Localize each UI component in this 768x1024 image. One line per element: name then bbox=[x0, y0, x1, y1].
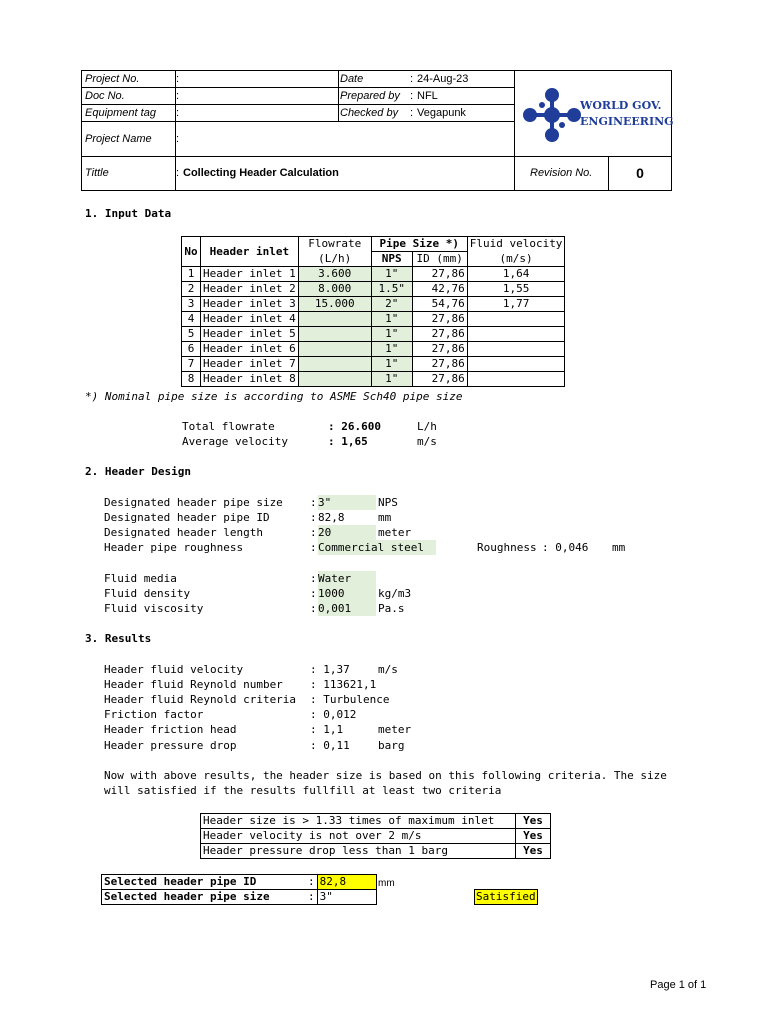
title-label: Tittle bbox=[85, 167, 109, 179]
row-flowrate: 8.000 bbox=[298, 282, 371, 297]
table-row bbox=[182, 297, 565, 312]
reynold-label: Header fluid Reynold number bbox=[104, 678, 283, 691]
row-nps: 2" bbox=[371, 297, 412, 312]
pdrop-value: 0,11 bbox=[323, 739, 350, 752]
colon: : bbox=[176, 167, 180, 179]
row-nps: 1" bbox=[371, 312, 412, 327]
row-velocity: 1,55 bbox=[467, 282, 565, 297]
row-nps: 1" bbox=[371, 342, 412, 357]
selected-id-unit: mm bbox=[378, 878, 395, 889]
row-no: 5 bbox=[182, 327, 201, 342]
row-velocity: 1,77 bbox=[467, 297, 565, 312]
velocity-label: Header fluid velocity bbox=[104, 663, 244, 676]
head-label: Header friction head bbox=[104, 723, 237, 736]
row-no: 8 bbox=[182, 372, 201, 387]
row-name: Header inlet 4 bbox=[201, 312, 299, 327]
row-name: Header inlet 1 bbox=[201, 267, 299, 282]
row-velocity bbox=[467, 327, 565, 342]
friction-label: Friction factor bbox=[104, 708, 204, 721]
revision-label: Revision No. bbox=[530, 167, 593, 179]
viscosity-value: 0,001 bbox=[318, 601, 376, 616]
row-no: 1 bbox=[182, 267, 201, 282]
roughness-extra-label: Roughness bbox=[477, 541, 537, 554]
viscosity-label: Fluid viscosity bbox=[104, 602, 204, 615]
section1-title: 1. Input Data bbox=[85, 207, 172, 220]
row-name: Header inlet 8 bbox=[201, 372, 299, 387]
row-id: 27,86 bbox=[412, 327, 467, 342]
table-row bbox=[182, 342, 565, 357]
head-value: 1,1 bbox=[323, 723, 344, 736]
row-name: Header inlet 5 bbox=[201, 327, 299, 342]
para-line1: Now with above results, the header size is based on this following criteria. The size bbox=[104, 769, 667, 782]
colon: : bbox=[176, 107, 180, 119]
total-flow-value: 26.600 bbox=[341, 420, 381, 433]
selected-size-label: Selected header pipe size bbox=[102, 890, 307, 905]
colon: : bbox=[176, 133, 180, 145]
total-flow-label: Total flowrate bbox=[182, 420, 275, 433]
logo-line2: ENGINEERING bbox=[580, 115, 674, 128]
selected-id-label: Selected header pipe ID bbox=[102, 875, 307, 890]
head-unit: meter bbox=[378, 723, 412, 736]
doc-no-label: Doc No. bbox=[85, 90, 125, 102]
colon: : bbox=[176, 90, 180, 102]
pdrop-label: Header pressure drop bbox=[104, 739, 237, 752]
row-no: 2 bbox=[182, 282, 201, 297]
col-nps: NPS bbox=[371, 252, 412, 267]
table-row bbox=[182, 372, 565, 387]
length-value: 20 bbox=[318, 525, 376, 540]
row-no: 4 bbox=[182, 312, 201, 327]
section3-title: 3. Results bbox=[85, 632, 152, 645]
length-unit: meter bbox=[378, 526, 412, 539]
row-nps: 1.5" bbox=[371, 282, 412, 297]
roughness-value: Commercial steel bbox=[318, 540, 436, 555]
row-id: 27,86 bbox=[412, 372, 467, 387]
density-label: Fluid density bbox=[104, 587, 191, 600]
criteria-label: Header fluid Reynold criteria bbox=[104, 693, 297, 706]
selected-table: Selected header pipe ID : 82,8 Selected header pipe size : 3" bbox=[101, 874, 377, 905]
document-header bbox=[81, 70, 672, 191]
row-flowrate bbox=[298, 342, 371, 357]
pipe-size-unit: NPS bbox=[378, 496, 398, 509]
criteria-result: Yes bbox=[516, 814, 551, 829]
col-flowrate-unit: (L/h) bbox=[298, 252, 371, 267]
criteria-text: Header velocity is not over 2 m/s bbox=[201, 829, 516, 844]
row-velocity bbox=[467, 342, 565, 357]
criteria-result: Yes bbox=[516, 844, 551, 859]
row-no: 6 bbox=[182, 342, 201, 357]
date-value: 24-Aug-23 bbox=[417, 73, 469, 85]
selected-id-value: 82,8 bbox=[317, 875, 376, 890]
table-row bbox=[182, 267, 565, 282]
date-label: Date bbox=[340, 73, 364, 85]
row-name: Header inlet 7 bbox=[201, 357, 299, 372]
roughness-extra-unit: mm bbox=[612, 541, 626, 554]
row-flowrate bbox=[298, 327, 371, 342]
col-velocity: Fluid velocity bbox=[467, 237, 565, 252]
row-flowrate bbox=[298, 372, 371, 387]
row-id: 27,86 bbox=[412, 267, 467, 282]
row-nps: 1" bbox=[371, 372, 412, 387]
row-id: 27,86 bbox=[412, 342, 467, 357]
logo-line1: WORLD GOV. bbox=[580, 99, 662, 112]
revision-value: 0 bbox=[636, 165, 644, 181]
table-row bbox=[182, 312, 565, 327]
checked-by-label: Checked by bbox=[340, 107, 399, 119]
col-header-inlet: Header inlet bbox=[201, 237, 299, 267]
row-velocity bbox=[467, 357, 565, 372]
criteria-text: Header pressure drop less than 1 barg bbox=[201, 844, 516, 859]
row-name: Header inlet 3 bbox=[201, 297, 299, 312]
col-id: ID (mm) bbox=[412, 252, 467, 267]
avg-vel-label: Average velocity bbox=[182, 435, 288, 448]
viscosity-unit: Pa.s bbox=[378, 602, 405, 615]
section2-title: 2. Header Design bbox=[85, 465, 191, 478]
row-id: 42,76 bbox=[412, 282, 467, 297]
length-label: Designated header length bbox=[104, 526, 263, 539]
pipe-id-value: 82,8 bbox=[318, 511, 345, 524]
molecule-logo-icon bbox=[522, 83, 582, 147]
footnote: *) Nominal pipe size is according to ASME Sch40 pipe size bbox=[85, 390, 463, 403]
density-value: 1000 bbox=[318, 586, 376, 601]
title-value: Collecting Header Calculation bbox=[183, 167, 339, 179]
row-velocity: 1,64 bbox=[467, 267, 565, 282]
avg-vel-value: 1,65 bbox=[341, 435, 368, 448]
table-row bbox=[182, 357, 565, 372]
project-no-label: Project No. bbox=[85, 73, 140, 85]
criteria-text: Header size is > 1.33 times of maximum inlet bbox=[201, 814, 516, 829]
row-id: 54,76 bbox=[412, 297, 467, 312]
status-badge: Satisfied bbox=[476, 890, 536, 903]
row-nps: 1" bbox=[371, 357, 412, 372]
row-name: Header inlet 2 bbox=[201, 282, 299, 297]
selected-size-value: 3" bbox=[317, 890, 376, 905]
row-nps: 1" bbox=[371, 327, 412, 342]
criteria-row bbox=[201, 814, 551, 829]
criteria-value: Turbulence bbox=[323, 693, 390, 706]
project-name-label: Project Name bbox=[85, 133, 152, 145]
criteria-row bbox=[201, 844, 551, 859]
row-flowrate bbox=[298, 357, 371, 372]
pipe-id-label: Designated header pipe ID bbox=[104, 511, 270, 524]
checked-by-value: Vegapunk bbox=[417, 107, 466, 119]
company-logo bbox=[522, 83, 674, 147]
prepared-by-label: Prepared by bbox=[340, 90, 400, 102]
prepared-by-value: NFL bbox=[417, 90, 438, 102]
row-id: 27,86 bbox=[412, 312, 467, 327]
pipe-size-label: Designated header pipe size bbox=[104, 496, 283, 509]
row-velocity bbox=[467, 312, 565, 327]
criteria-table bbox=[200, 813, 551, 859]
colon: : bbox=[176, 73, 180, 85]
criteria-row bbox=[201, 829, 551, 844]
roughness-extra-value: 0,046 bbox=[555, 541, 589, 554]
col-velocity-unit: (m/s) bbox=[467, 252, 565, 267]
velocity-value: 1,37 bbox=[323, 663, 350, 676]
density-unit: kg/m3 bbox=[378, 587, 412, 600]
table-row bbox=[182, 282, 565, 297]
row-name: Header inlet 6 bbox=[201, 342, 299, 357]
friction-value: 0,012 bbox=[323, 708, 357, 721]
page-number: Page 1 of 1 bbox=[650, 979, 707, 991]
row-flowrate bbox=[298, 312, 371, 327]
pdrop-unit: barg bbox=[378, 739, 405, 752]
row-id: 27,86 bbox=[412, 357, 467, 372]
media-label: Fluid media bbox=[104, 572, 177, 585]
criteria-result: Yes bbox=[516, 829, 551, 844]
equipment-tag-label: Equipment tag bbox=[85, 107, 156, 119]
col-pipe-size: Pipe Size *) bbox=[371, 237, 467, 252]
row-nps: 1" bbox=[371, 267, 412, 282]
reynold-value: 113621,1 bbox=[323, 678, 377, 691]
col-flowrate: Flowrate bbox=[298, 237, 371, 252]
colon: : bbox=[410, 90, 414, 102]
row-no: 3 bbox=[182, 297, 201, 312]
col-no: No bbox=[182, 237, 201, 267]
roughness-label: Header pipe roughness bbox=[104, 541, 244, 554]
pipe-id-unit: mm bbox=[378, 511, 392, 524]
colon: : bbox=[410, 73, 414, 85]
row-velocity bbox=[467, 372, 565, 387]
colon: : bbox=[410, 107, 414, 119]
media-value: Water bbox=[318, 571, 376, 586]
total-flow-unit: L/h bbox=[417, 420, 437, 433]
para-line2: will satisfied if the results fullfill at least two criteria bbox=[104, 784, 502, 797]
pipe-size-value: 3" bbox=[318, 495, 376, 510]
avg-vel-unit: m/s bbox=[417, 435, 437, 448]
table-row bbox=[182, 327, 565, 342]
row-flowrate: 15.000 bbox=[298, 297, 371, 312]
input-data-table bbox=[181, 236, 565, 387]
row-flowrate: 3.600 bbox=[298, 267, 371, 282]
row-no: 7 bbox=[182, 357, 201, 372]
velocity-unit: m/s bbox=[378, 663, 398, 676]
